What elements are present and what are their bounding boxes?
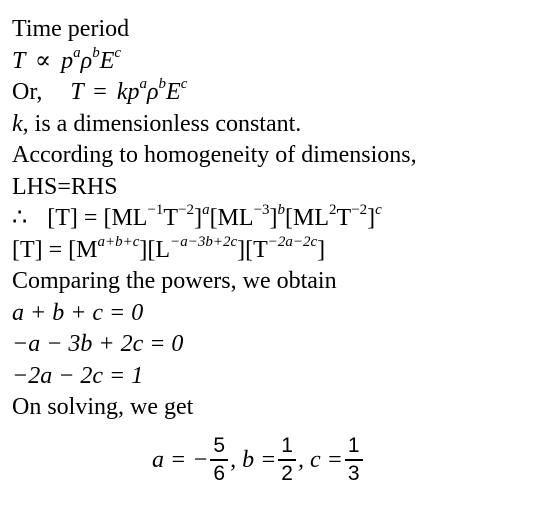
or-label: Or, [12, 79, 43, 105]
exponent-a: a [139, 76, 147, 92]
proportional-symbol: ∝ [34, 47, 52, 74]
bracket: ] [269, 205, 278, 231]
dim-part: ][T [237, 236, 268, 263]
combined-dimensions [12, 235, 542, 267]
constant-text: , is a dimensionless constant. [22, 110, 302, 137]
dim-t: T [336, 205, 352, 231]
constant-statement [12, 109, 542, 141]
dim-t: T [163, 205, 179, 231]
dim-exp: −2a−2c [267, 233, 318, 250]
symbol-rho: ρ [147, 79, 159, 105]
dim-ml: [ML [209, 205, 254, 231]
exponent-a: a [202, 202, 210, 218]
equation-with-constant [12, 77, 542, 109]
dim-exp: −a−3b+2c [170, 233, 238, 250]
dim-t: [T] = [ML [47, 205, 148, 231]
answer-b-label: , b = [230, 446, 277, 473]
exponent-c: c [180, 76, 188, 92]
symbol-k: k [116, 79, 128, 105]
comparing-statement: Comparing the powers, we obtain [12, 268, 337, 294]
fraction-a [210, 433, 228, 487]
exponent-b: b [92, 44, 100, 61]
answer-a-label: a = − [152, 446, 209, 473]
dim-exp: −3 [253, 202, 270, 218]
symbol-rho: ρ [80, 47, 93, 74]
dim-ml: [ML [285, 205, 330, 231]
equals-sign: = [93, 79, 107, 105]
therefore-symbol: ∴ [12, 205, 28, 231]
fraction-numerator: 1 [281, 434, 293, 458]
bracket: ] [194, 205, 203, 231]
equation-1: a + b + c = 0 [12, 299, 144, 326]
dim-part: ][L [139, 236, 171, 263]
dim-exp: −2 [351, 202, 368, 218]
fraction-numerator: 5 [213, 434, 226, 458]
lhs-rhs: LHS=RHS [12, 173, 118, 200]
equation-2: −a − 3b + 2c = 0 [12, 331, 184, 357]
symbol-t: T [12, 47, 25, 74]
symbol-e: E [99, 47, 115, 74]
fraction-c [345, 433, 363, 487]
exponent-b: b [277, 202, 286, 218]
exponent-b: b [158, 76, 167, 92]
fraction-b [278, 433, 296, 487]
fraction-denominator: 3 [347, 461, 360, 485]
exponent-c: c [375, 202, 382, 218]
solution-document [12, 14, 542, 424]
dim-part: [T] = [M [12, 236, 98, 263]
symbol-e: E [166, 79, 181, 105]
dim-exp: a+b+c [97, 233, 140, 250]
symbol-t: T [70, 79, 84, 105]
exponent-a: a [73, 44, 81, 61]
symbol-p: p [61, 47, 74, 74]
bracket: ] [367, 205, 376, 231]
exponent-c: c [114, 44, 122, 61]
final-answer [152, 428, 365, 492]
dim-exp: −2 [178, 202, 195, 218]
fraction-numerator: 1 [347, 434, 360, 458]
homogeneity-statement: According to homogeneity of dimensions, [12, 142, 417, 168]
symbol-k: k [12, 110, 23, 137]
solving-statement: On solving, we get [12, 394, 194, 420]
equation-3: −2a − 2c = 1 [12, 362, 144, 389]
fraction-denominator: 2 [281, 461, 293, 485]
dim-part: ] [317, 236, 326, 263]
symbol-p: p [127, 79, 140, 105]
fraction-denominator: 6 [213, 461, 226, 485]
dim-exp: 2 [329, 202, 337, 218]
dim-exp: −1 [147, 202, 164, 218]
proportionality-relation [12, 46, 542, 78]
heading-time-period: Time period [12, 16, 130, 42]
dimensional-equation [12, 203, 542, 235]
answer-c-label: , c = [297, 446, 343, 473]
